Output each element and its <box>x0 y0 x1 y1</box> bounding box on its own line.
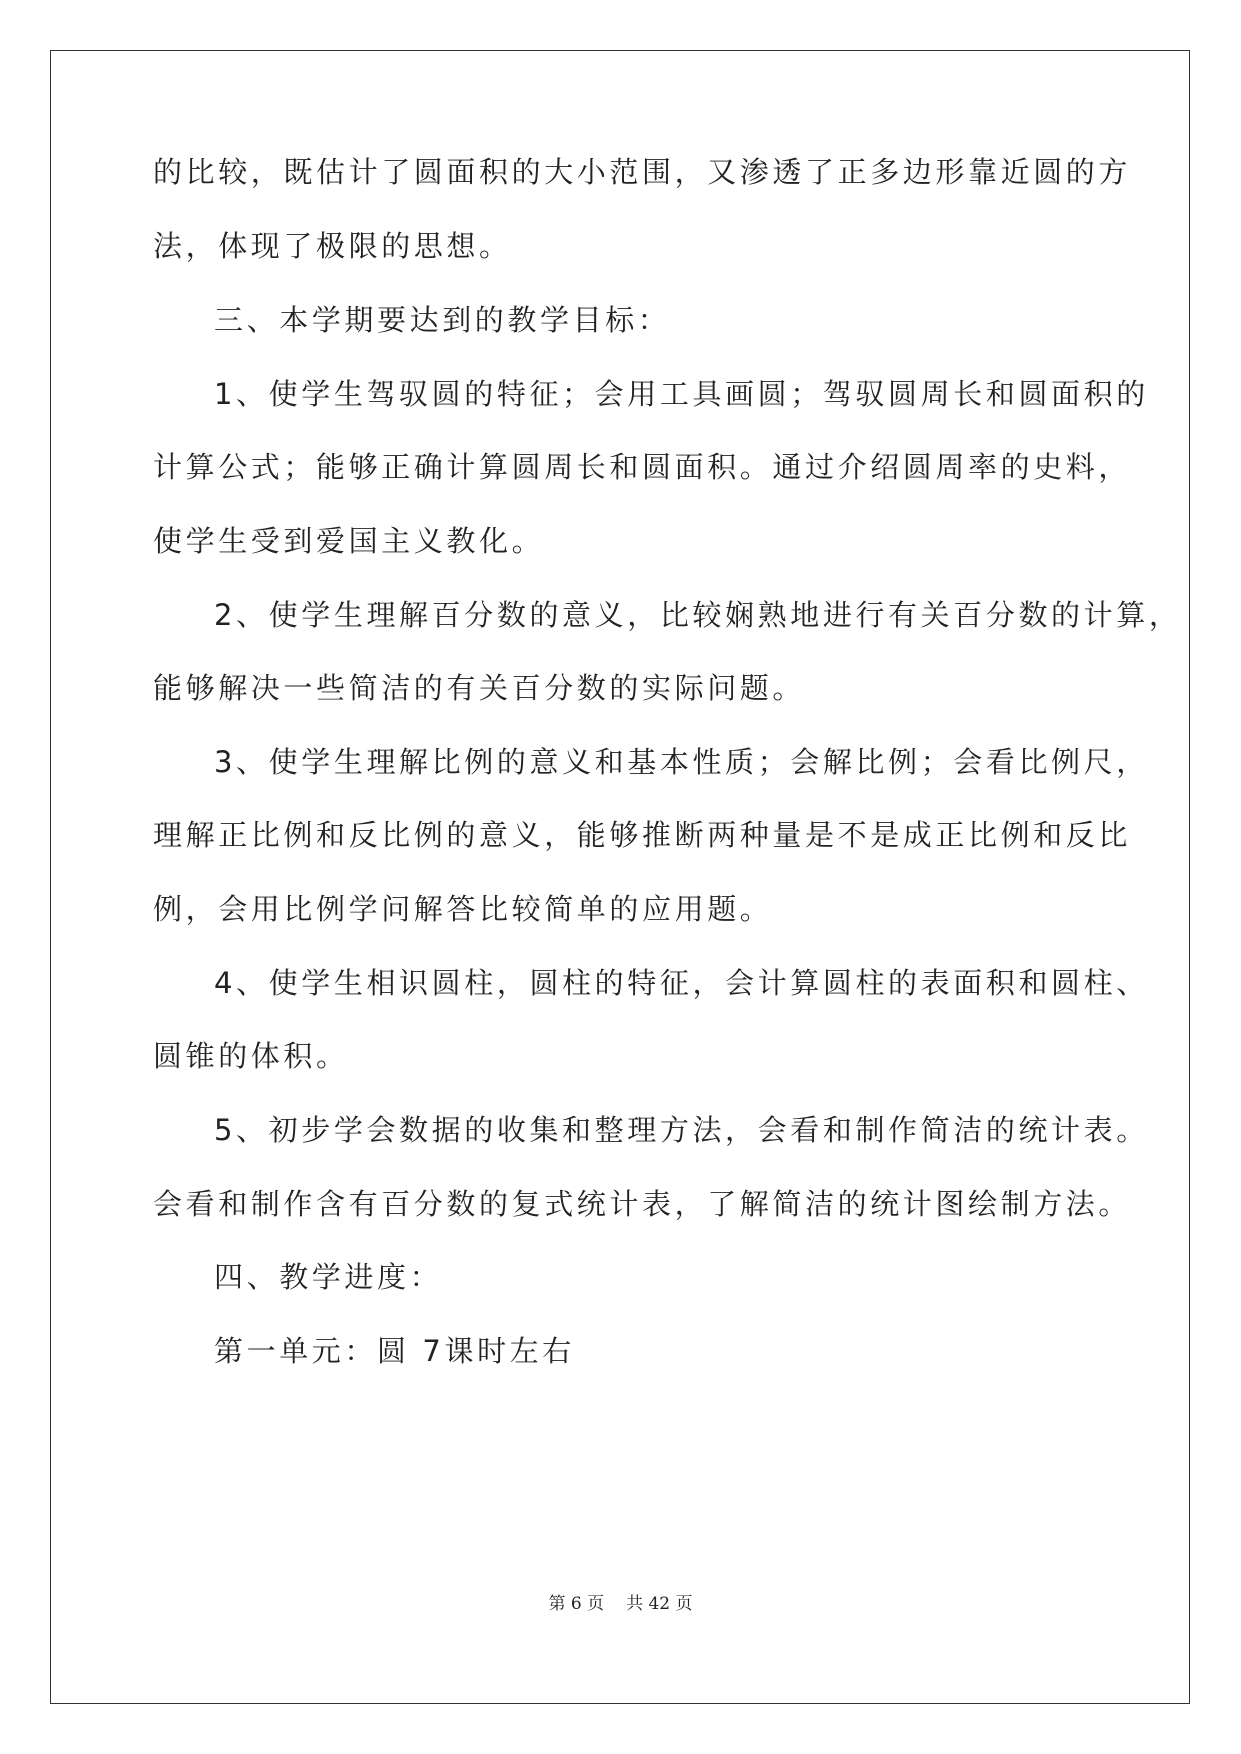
text-line: 的比较，既估计了圆面积的大小范围，又渗透了正多边形靠近圆的方 <box>153 155 1132 189</box>
section-heading: 三、本学期要达到的教学目标： <box>214 303 671 337</box>
text-line: 理解正比例和反比例的意义，能够推断两种量是不是成正比例和反比 <box>153 818 1132 852</box>
text-line: 会看和制作含有百分数的复式统计表，了解简洁的统计图绘制方法。 <box>153 1187 1132 1221</box>
page-footer <box>0 1592 1241 1616</box>
page-border <box>50 50 1190 1704</box>
text-line: 例，会用比例学问解答比较简单的应用题。 <box>153 892 773 926</box>
page-number: 第 6 页 <box>548 1594 605 1614</box>
text-line: 2、使学生理解百分数的意义，比较娴熟地进行有关百分数的计算， <box>214 598 1182 632</box>
text-line: 4、使学生相识圆柱，圆柱的特征，会计算圆柱的表面积和圆柱、 <box>214 966 1149 1000</box>
text-line: 圆锥的体积。 <box>153 1039 349 1073</box>
text-line: 第一单元：圆 7课时左右 <box>214 1334 575 1368</box>
text-line: 1、使学生驾驭圆的特征；会用工具画圆；驾驭圆周长和圆面积的 <box>214 377 1149 411</box>
text-line: 法，体现了极限的思想。 <box>153 229 512 263</box>
text-line: 3、使学生理解比例的意义和基本性质；会解比例；会看比例尺， <box>214 745 1149 779</box>
text-line: 5、初步学会数据的收集和整理方法，会看和制作简洁的统计表。 <box>214 1113 1149 1147</box>
section-heading: 四、教学进度： <box>214 1260 443 1294</box>
text-line: 使学生受到爱国主义教化。 <box>153 524 545 558</box>
page-total: 共 42 页 <box>626 1594 693 1614</box>
text-line: 能够解决一些简洁的有关百分数的实际问题。 <box>153 671 806 705</box>
text-line: 计算公式；能够正确计算圆周长和圆面积。通过介绍圆周率的史料， <box>153 450 1132 484</box>
